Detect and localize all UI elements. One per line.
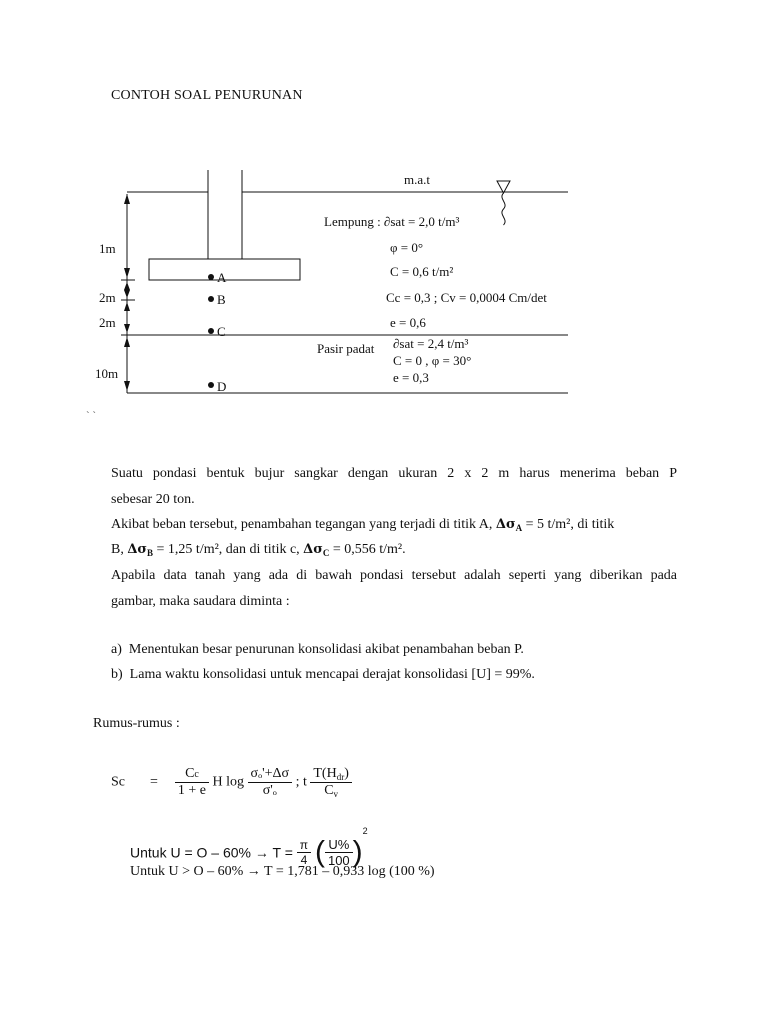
delta-sigma-sub-c: C <box>322 548 330 558</box>
arrowhead <box>124 290 130 298</box>
point-a-label: A <box>217 270 227 285</box>
problem-line-4-value-c: = 0,556 t/m². <box>332 542 406 557</box>
problem-line-1: Suatu pondasi bentuk bujur sangkar dengan ukuran 2 x 2 m harus menerima beban P <box>111 466 677 481</box>
dimension-2m-bottom: 2m <box>99 315 116 330</box>
time-numerator: T(H <box>313 766 337 781</box>
sand-void-ratio: e = 0,3 <box>393 370 429 385</box>
cc-fraction <box>175 766 209 799</box>
arrowhead <box>124 268 130 278</box>
arrowhead <box>124 302 130 311</box>
h-log: H log <box>212 774 245 790</box>
task-b-marker: b) <box>111 667 123 682</box>
task-a <box>111 637 677 663</box>
pi-over-4 <box>297 838 311 867</box>
squared-exponent: 2 <box>362 826 368 836</box>
sand-gamma-sat: ∂sat = 2,4 t/m³ <box>393 336 469 351</box>
point-d-label: D <box>217 379 227 394</box>
clay-cohesion: C = 0,6 t/m² <box>390 264 454 279</box>
clay-void-ratio: e = 0,6 <box>390 315 426 330</box>
formulas-heading: Rumus-rumus : <box>93 716 180 731</box>
time-numerator-close: ) <box>344 766 349 781</box>
arrowhead <box>124 194 130 204</box>
problem-line-5: Apabila data tanah yang ada di bawah pondasi tersebut adalah seperti yang diberikan pada <box>111 568 677 583</box>
task-b-text: Lama waktu konsolidasi untuk mencapai derajat konsolidasi [U] = 99%. <box>129 667 535 682</box>
clay-cc-cv: Cc = 0,3 ; Cv = 0,0004 Cm/det <box>386 290 547 305</box>
cc-numerator: C <box>185 766 195 781</box>
problem-line-2: sebesar 20 ton. <box>111 492 195 507</box>
problem-line-4-value-b: = 1,25 t/m², dan di titik c, <box>156 542 300 557</box>
sand-label: Pasir padat <box>317 341 375 356</box>
point-c-marker <box>208 328 214 334</box>
arrowhead <box>124 282 130 290</box>
point-c-label: C <box>217 324 226 339</box>
sc-symbol: Sc <box>111 774 125 790</box>
time-factor-rule-2: Untuk U > O – 60% → T = 1,781 – 0,933 log (100 %) <box>130 864 435 879</box>
problem-line-4 <box>111 537 677 563</box>
task-a-text: Menentukan besar penurunan konsolidasi akibat penambahan beban P. <box>128 642 524 657</box>
cc-subscript: c <box>194 769 199 780</box>
dimension-2m-top: 2m <box>99 290 116 305</box>
problem-line-3-text: Akibat beban tersebut, penambahan tegangan yang terjadi di titik A, <box>111 517 493 532</box>
sand-c-phi: C = 0 , φ = 30° <box>393 353 472 368</box>
delta-sigma-symbol: Δσ <box>303 542 323 557</box>
delta-sigma-symbol: Δσ <box>495 517 516 532</box>
point-b-marker <box>208 296 214 302</box>
time-fraction <box>310 766 352 799</box>
point-a-marker <box>208 274 214 280</box>
pi-symbol: π <box>297 838 311 853</box>
task-b <box>111 662 677 688</box>
water-wave-icon <box>502 193 505 225</box>
water-table-icon <box>497 181 510 193</box>
settlement-formula <box>111 766 352 799</box>
stress-denominator: σ'ₒ <box>262 783 277 798</box>
semicolon-t: ; t <box>295 774 307 790</box>
clay-gamma-sat: Lempung : ∂sat = 2,0 t/m³ <box>324 214 460 229</box>
problem-line-3 <box>111 512 677 538</box>
cv-subscript: v <box>333 789 339 799</box>
delta-sigma-sub-b: B <box>147 548 154 558</box>
cv-denominator: C <box>324 783 334 798</box>
problem-line-4-b: B, <box>111 542 124 557</box>
stray-marks: ` ` <box>86 410 97 422</box>
four-denominator: 4 <box>300 852 308 867</box>
stress-numerator: σₒ'+Δσ <box>248 766 293 783</box>
page-title: CONTOH SOAL PENURUNAN <box>111 88 303 103</box>
dimension-1m: 1m <box>99 241 116 256</box>
arrowhead <box>124 381 130 391</box>
rule-1-text: Untuk U = O – 60% → T = <box>130 844 293 861</box>
mat-label: m.a.t <box>404 172 430 187</box>
u-percent: U% <box>325 837 353 853</box>
delta-sigma-sub-a: A <box>515 523 523 533</box>
delta-sigma-symbol: Δσ <box>127 542 148 557</box>
task-a-marker: a) <box>111 642 122 657</box>
equals-sign: = <box>150 774 158 790</box>
dimension-10m: 10m <box>95 366 119 381</box>
hundred-denominator: 100 <box>327 852 350 868</box>
problem-line-6: gambar, maka saudara diminta : <box>111 594 290 609</box>
point-d-marker <box>208 382 214 388</box>
time-factor-rule-1: Untuk U = O – 60% → T = $\frac{\pi}{4}$ ( $\frac{U\%}{100}$ )$^2$ <box>130 826 368 869</box>
arrowhead <box>124 337 130 347</box>
clay-phi: φ = 0° <box>390 240 424 255</box>
problem-line-3-value: = 5 t/m², di titik <box>525 517 615 532</box>
soil-profile-diagram <box>0 0 768 420</box>
point-b-label: B <box>217 292 226 307</box>
arrowhead <box>124 324 130 333</box>
hdr-subscript: dr <box>336 772 345 782</box>
stress-fraction <box>248 766 293 799</box>
cc-denominator: 1 + e <box>177 783 207 798</box>
